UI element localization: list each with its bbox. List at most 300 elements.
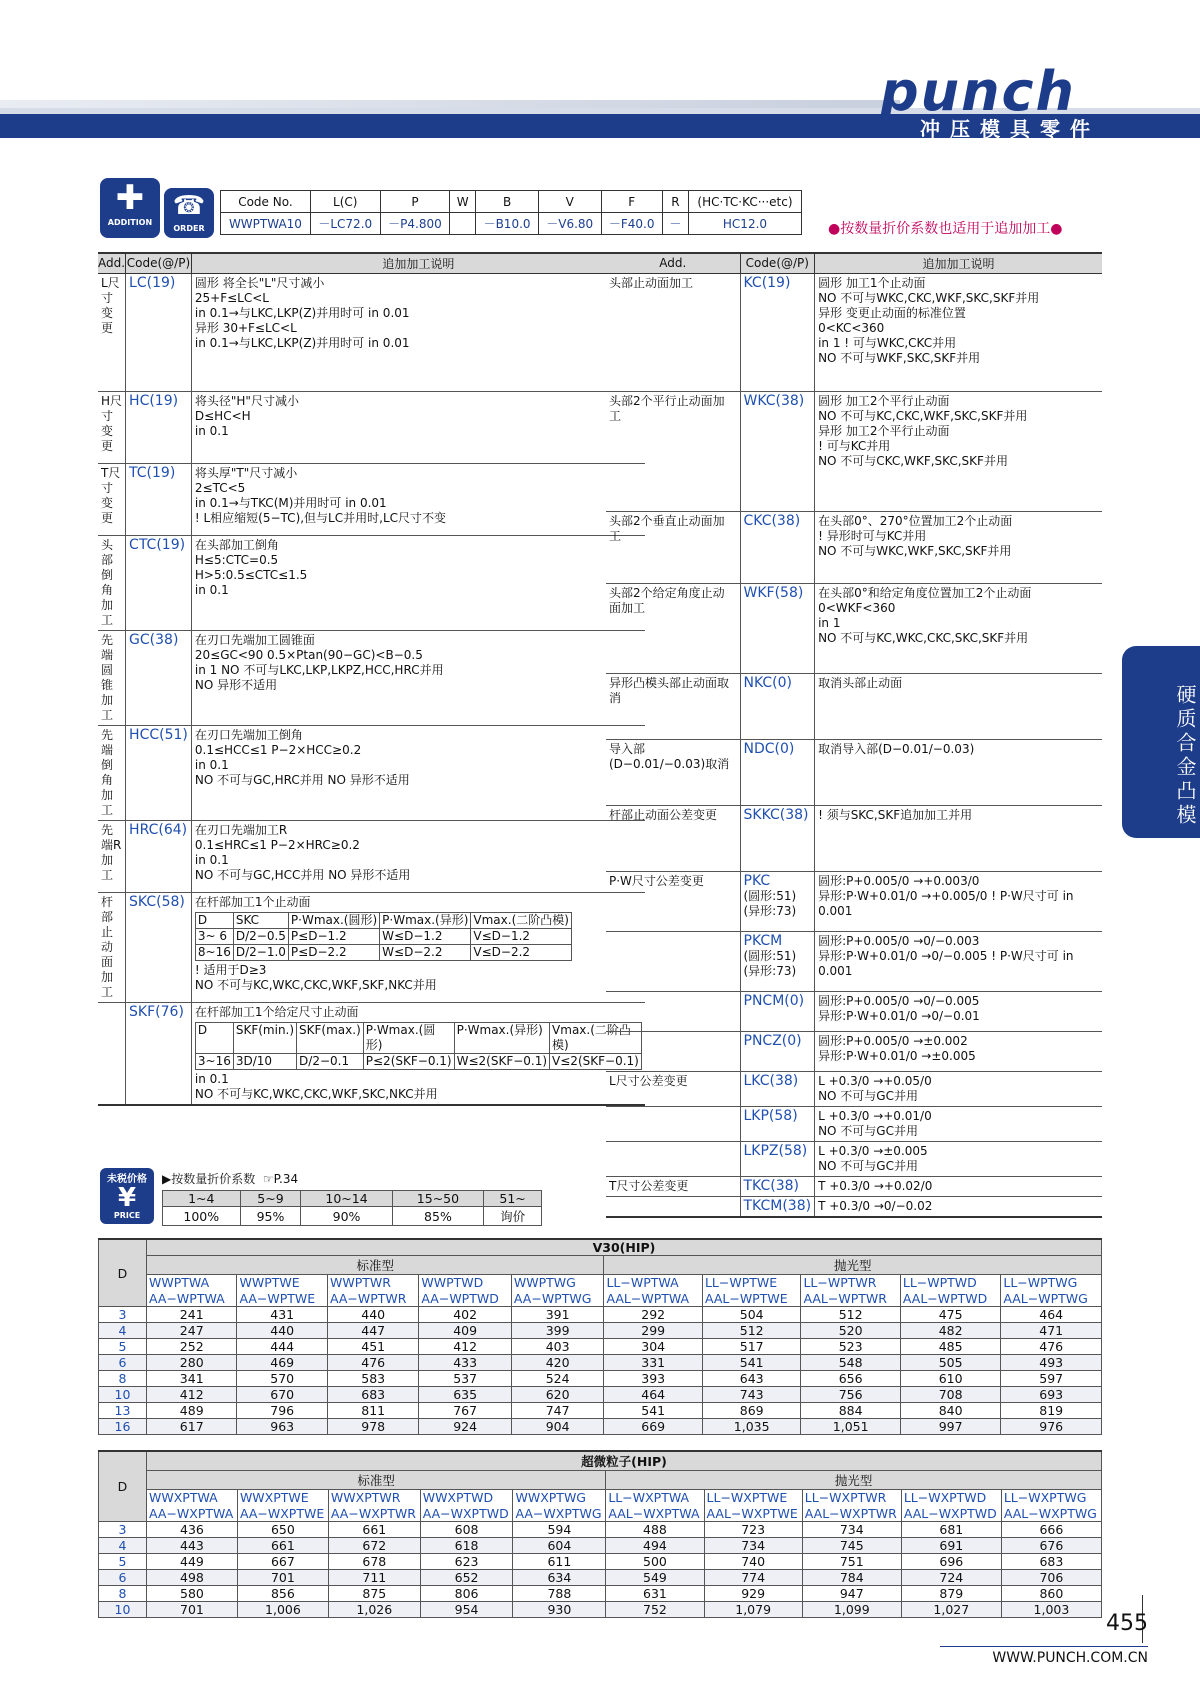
addition-code[interactable]: SKF(76): [126, 1002, 192, 1105]
price-value: 670: [237, 1387, 328, 1403]
price-value: 856: [237, 1586, 328, 1602]
price-value: 796: [237, 1403, 328, 1419]
price-value: 976: [1001, 1419, 1102, 1435]
price-value: 747: [511, 1403, 604, 1419]
product-code[interactable]: LL−WXPTWA: [606, 1490, 704, 1506]
addition-name: 异形凸模头部止动面取消: [606, 673, 740, 739]
addition-code[interactable]: PKC (圆形:51) (异形:73): [740, 871, 815, 931]
mini-head-cell: SKF(max.): [297, 1022, 364, 1053]
price-row: [99, 1323, 1102, 1339]
price-value: 784: [802, 1570, 901, 1586]
addition-code[interactable]: LKC(38): [740, 1071, 815, 1106]
discount-qty: 5~9: [240, 1191, 301, 1207]
code-table: [220, 190, 802, 235]
addition-desc: [191, 630, 644, 725]
addition-code[interactable]: HCC(51): [126, 725, 192, 820]
mini-cell: D/2−0.1: [297, 1053, 364, 1069]
addition-desc: [815, 991, 1102, 1031]
product-code[interactable]: AA−WPTWA: [147, 1291, 237, 1307]
discount-qty: 15~50: [392, 1191, 483, 1207]
desc-line: H≤5:CTC=0.5: [194, 552, 279, 567]
addition-code[interactable]: TC(19): [126, 463, 192, 535]
price-value: 493: [1001, 1355, 1102, 1371]
product-code[interactable]: AAL−WXPTWD: [901, 1506, 1001, 1522]
addition-code[interactable]: WKC(38): [740, 391, 815, 511]
addition-name: 头部2个平行止动面加工: [606, 391, 740, 511]
price-value: 447: [327, 1323, 418, 1339]
desc-line: 在刃口先端加工圆锥面: [194, 632, 315, 647]
desc-line: L +0.3/0 →±0.005: [818, 1143, 928, 1158]
price-value: 634: [513, 1570, 606, 1586]
product-code[interactable]: AA−WPTWR: [327, 1291, 418, 1307]
price-value: 610: [900, 1371, 1000, 1387]
addition-row: [606, 805, 1102, 871]
addition-row: [606, 739, 1102, 805]
addition-row: [98, 630, 645, 725]
desc-line: in 0.1: [194, 1071, 229, 1086]
addition-code[interactable]: GC(38): [126, 630, 192, 725]
product-code[interactable]: LL−WXPTWE: [704, 1490, 802, 1506]
price-value: 751: [802, 1554, 901, 1570]
price-value: 734: [802, 1522, 901, 1538]
product-code[interactable]: AA−WPTWE: [237, 1291, 328, 1307]
page-number: 455: [1106, 1611, 1148, 1636]
mini-head-cell: Vmax.(二阶凸模): [471, 912, 572, 928]
product-code[interactable]: LL−WPTWE: [702, 1275, 801, 1291]
price-table-v30: [98, 1238, 1102, 1435]
addition-name: 头部倒角加工: [98, 535, 126, 630]
d-header: D: [99, 1239, 147, 1307]
product-code[interactable]: AA−WXPTWA: [147, 1506, 238, 1522]
desc-line: 圆形 加工2个平行止动面: [818, 393, 950, 408]
price-value: 691: [901, 1538, 1001, 1554]
desc-line: 异形 加工2个平行止动面: [818, 423, 950, 438]
mini-cell: 3~ 6: [195, 928, 233, 944]
product-code[interactable]: WWPTWA: [147, 1275, 237, 1291]
product-code[interactable]: WWXPTWD: [420, 1490, 513, 1506]
addition-row: [98, 820, 645, 892]
price-value: 475: [900, 1307, 1000, 1323]
desc-line: L +0.3/0 →+0.05/0: [818, 1073, 932, 1088]
addition-desc: [815, 1106, 1102, 1141]
price-title: V30(HIP): [147, 1239, 1102, 1256]
product-code[interactable]: LL−WXPTWD: [901, 1490, 1001, 1506]
price-value: 537: [419, 1371, 512, 1387]
product-code[interactable]: AAL−WXPTWG: [1001, 1506, 1101, 1522]
desc-line: 0<KC<360: [818, 320, 885, 335]
left-addition-table: [98, 252, 645, 1106]
price-value: 1,027: [901, 1602, 1001, 1618]
price-value: 623: [420, 1554, 513, 1570]
mini-head-cell: P·Wmax.(圆形): [288, 912, 379, 928]
mini-cell: W≤D−2.2: [380, 944, 471, 960]
discount-qty: 10~14: [301, 1191, 392, 1207]
addition-row: [98, 273, 645, 391]
product-code[interactable]: AA−WXPTWD: [420, 1506, 513, 1522]
desc-line: ! 异形时可与KC并用: [818, 528, 927, 543]
desc-line: in 0.1→与LKC,LKP(Z)并用时可 in 0.01: [194, 335, 410, 350]
price-row: [99, 1419, 1102, 1435]
price-value: 402: [419, 1307, 512, 1323]
price-value: 476: [327, 1355, 418, 1371]
desc-line: in 1 NO 不可与LKC,LKP,LKPZ,HCC,HRC并用: [194, 662, 444, 677]
mini-cell: 3~16: [195, 1053, 233, 1069]
desc-line: 异形:P·W+0.01/0 →0/−0.01: [818, 1008, 980, 1023]
d-value: 6: [99, 1355, 147, 1371]
price-value: 469: [237, 1355, 328, 1371]
desc-line: 异形:P·W+0.01/0 →+0.005/0 ! P·W尺寸可 in 0.001: [818, 888, 1074, 918]
addition-code[interactable]: LKPZ(58): [740, 1141, 815, 1176]
price-row: [99, 1554, 1102, 1570]
product-code[interactable]: LL−WXPTWG: [1001, 1490, 1101, 1506]
price-value: 391: [511, 1307, 604, 1323]
d-value: 3: [99, 1307, 147, 1323]
addition-code[interactable]: CKC(38): [740, 511, 815, 583]
product-code[interactable]: AA−WPTWD: [419, 1291, 512, 1307]
product-code[interactable]: WWXPTWA: [147, 1490, 238, 1506]
price-value: 451: [327, 1339, 418, 1355]
product-code[interactable]: AAL−WPTWD: [900, 1291, 1000, 1307]
price-value: 520: [801, 1323, 900, 1339]
code-header-cell: V: [538, 191, 601, 213]
desc-line: 0.1≤HRC≤1 P−2×HRC≥0.2: [194, 837, 360, 852]
price-row: [99, 1339, 1102, 1355]
price-value: 706: [1001, 1570, 1101, 1586]
addition-desc: [815, 391, 1102, 511]
code-example-cell: WWPTWA10: [221, 213, 311, 235]
desc-line: ! L相应缩短(5−TC),但与LC并用时,LC尺寸不变: [194, 510, 447, 525]
code-example-cell: －: [662, 213, 688, 235]
price-value: 669: [604, 1419, 702, 1435]
product-code[interactable]: AA−WPTWG: [511, 1291, 604, 1307]
d-value: 6: [99, 1570, 147, 1586]
addition-desc: [191, 725, 644, 820]
desc-line: T +0.3/0 →+0.02/0: [818, 1178, 933, 1193]
code-header-cell: W: [450, 191, 476, 213]
discount-qty: 51~: [484, 1191, 542, 1207]
mini-row: [195, 944, 571, 960]
addition-code[interactable]: LKP(58): [740, 1106, 815, 1141]
code-header-cell: L(C): [310, 191, 380, 213]
product-code[interactable]: AAL−WPTWG: [1001, 1291, 1102, 1307]
price-value: 631: [606, 1586, 704, 1602]
mini-cell: 3D/10: [233, 1053, 296, 1069]
addition-name: T尺寸公差变更: [606, 1176, 740, 1196]
price-value: 745: [802, 1538, 901, 1554]
product-code[interactable]: WWPTWR: [327, 1275, 418, 1291]
price-value: 930: [513, 1602, 606, 1618]
product-code[interactable]: AAL−WPTWE: [702, 1291, 801, 1307]
price-value: 241: [147, 1307, 237, 1323]
code-sub: (圆形:51): [743, 888, 797, 903]
addition-desc: [815, 931, 1102, 991]
price-value: 635: [419, 1387, 512, 1403]
col-add: Add.: [98, 253, 126, 273]
product-code[interactable]: AAL−WXPTWA: [606, 1506, 704, 1522]
product-code[interactable]: WWPTWE: [237, 1275, 328, 1291]
addition-badge: ✚ ADDITION: [100, 178, 160, 238]
price-value: 412: [147, 1387, 237, 1403]
desc-line: 在头部加工倒角: [194, 537, 279, 552]
price-value: 620: [511, 1387, 604, 1403]
addition-desc: [815, 1031, 1102, 1071]
mini-cell: D/2−0.5: [233, 928, 288, 944]
discount-table: [162, 1190, 542, 1226]
col-add: Add.: [606, 253, 740, 273]
price-value: 656: [801, 1371, 900, 1387]
desc-line: ! 适用于D≥3: [194, 962, 267, 977]
desc-line: in 0.1→与LKC,LKP(Z)并用时可 in 0.01: [194, 305, 410, 320]
plus-icon: ✚: [115, 178, 145, 218]
addition-desc: [815, 1071, 1102, 1106]
addition-code[interactable]: TKC(38): [740, 1176, 815, 1196]
addition-desc: [191, 391, 644, 463]
price-value: 701: [147, 1602, 238, 1618]
d-value: 8: [99, 1586, 147, 1602]
desc-line: 异形:P·W+0.01/0 →0/−0.005 ! P·W尺寸可 in 0.001: [818, 948, 1074, 978]
price-value: 1,026: [328, 1602, 420, 1618]
addition-row: [98, 535, 645, 630]
price-value: 652: [420, 1570, 513, 1586]
addition-code[interactable]: PNCM(0): [740, 991, 815, 1031]
desc-line: 圆形:P+0.005/0 →0/−0.003: [818, 933, 980, 948]
code-example-cell: －F40.0: [601, 213, 662, 235]
addition-code[interactable]: LC(19): [126, 273, 192, 391]
price-value: 666: [1001, 1522, 1101, 1538]
phone-icon: ☎: [172, 191, 206, 221]
price-value: 583: [327, 1371, 418, 1387]
price-value: 403: [511, 1339, 604, 1355]
product-code[interactable]: WWXPTWR: [328, 1490, 420, 1506]
desc-line: NO 不可与KC,WKC,CKC,WKF,SKF,NKC并用: [194, 977, 437, 992]
price-value: 676: [1001, 1538, 1101, 1554]
price-value: 409: [419, 1323, 512, 1339]
desc-line: T +0.3/0 →0/−0.02: [818, 1198, 933, 1213]
addition-desc: [815, 273, 1102, 391]
addition-name: [606, 991, 740, 1031]
addition-name: 头部止动面加工: [606, 273, 740, 391]
desc-line: ! 须与SKC,SKF追加加工并用: [818, 807, 973, 822]
addition-name: 杆部止动面加工: [98, 892, 126, 1002]
price-value: 1,079: [704, 1602, 802, 1618]
addition-code[interactable]: HC(19): [126, 391, 192, 463]
product-code[interactable]: LL−WPTWG: [1001, 1275, 1102, 1291]
col-code: Code(@/P): [126, 253, 192, 273]
desc-line: 0<WKF<360: [818, 600, 896, 615]
addition-code[interactable]: HRC(64): [126, 820, 192, 892]
product-code[interactable]: AA−WXPTWR: [328, 1506, 420, 1522]
mini-cell: V≤D−2.2: [471, 944, 572, 960]
price-value: 500: [606, 1554, 704, 1570]
code-example-cell: HC12.0: [688, 213, 801, 235]
price-value: 608: [420, 1522, 513, 1538]
addition-name: 杆部止动面公差变更: [606, 805, 740, 871]
product-code[interactable]: LL−WPTWD: [900, 1275, 1000, 1291]
product-code[interactable]: LL−WXPTWR: [802, 1490, 901, 1506]
product-code[interactable]: AAL−WXPTWR: [802, 1506, 901, 1522]
brand-logo: punch: [880, 60, 1076, 123]
addition-desc: [815, 673, 1102, 739]
price-value: 711: [328, 1570, 420, 1586]
addition-desc: [815, 805, 1102, 871]
price-value: 433: [419, 1355, 512, 1371]
page-ref-link[interactable]: ☞P.34: [262, 1172, 299, 1186]
desc-line: 取消头部止动面: [818, 675, 903, 690]
desc-line: NO 不可与GC,HRC并用 NO 异形不适用: [194, 772, 410, 787]
price-value: 1,099: [802, 1602, 901, 1618]
mini-head: [195, 1022, 641, 1053]
price-value: 683: [1001, 1554, 1101, 1570]
code-header-cell: (HC·TC·KC···etc): [688, 191, 801, 213]
product-code[interactable]: AAL−WPTWR: [801, 1291, 900, 1307]
price-value: 954: [420, 1602, 513, 1618]
addition-code[interactable]: WKF(58): [740, 583, 815, 673]
discount-rate: 90%: [301, 1207, 392, 1226]
group-standard: 标准型: [147, 1471, 606, 1490]
price-value: 436: [147, 1522, 238, 1538]
desc-line: in 0.1: [194, 757, 229, 772]
product-code[interactable]: WWPTWG: [511, 1275, 604, 1291]
addition-code[interactable]: NKC(0): [740, 673, 815, 739]
group-polished: 抛光型: [606, 1471, 1102, 1490]
addition-code[interactable]: PKCM (圆形:51) (异形:73): [740, 931, 815, 991]
addition-desc: [191, 892, 644, 1002]
desc-line: L +0.3/0 →+0.01/0: [818, 1108, 932, 1123]
code-example-cell: －B10.0: [476, 213, 539, 235]
addition-name: [606, 931, 740, 991]
price-value: 431: [237, 1307, 328, 1323]
price-value: 524: [511, 1371, 604, 1387]
price-value: 494: [606, 1538, 704, 1554]
price-value: 440: [237, 1323, 328, 1339]
col-desc: 追加加工说明: [191, 253, 644, 273]
product-code[interactable]: AAL−WXPTWE: [704, 1506, 802, 1522]
d-value: 16: [99, 1419, 147, 1435]
addition-code[interactable]: SKKC(38): [740, 805, 815, 871]
price-value: 541: [702, 1355, 801, 1371]
group-standard: 标准型: [147, 1256, 604, 1275]
product-code[interactable]: WWXPTWG: [513, 1490, 606, 1506]
price-value: 884: [801, 1403, 900, 1419]
d-value: 3: [99, 1522, 147, 1538]
price-value: 399: [511, 1323, 604, 1339]
addition-code[interactable]: TKCM(38): [740, 1196, 815, 1217]
addition-row: [606, 273, 1102, 391]
price-value: 904: [511, 1419, 604, 1435]
addition-desc: [815, 739, 1102, 805]
price-value: 701: [237, 1570, 328, 1586]
addition-row: [98, 1002, 645, 1105]
mini-head-cell: D: [195, 1022, 233, 1053]
price-value: 1,006: [237, 1602, 328, 1618]
addition-code[interactable]: CTC(19): [126, 535, 192, 630]
website-url[interactable]: WWW.PUNCH.COM.CN: [992, 1650, 1148, 1666]
addition-code[interactable]: SKC(58): [126, 892, 192, 1002]
addition-desc: [191, 1002, 644, 1105]
addition-name: [606, 1196, 740, 1217]
product-code[interactable]: LL−WPTWR: [801, 1275, 900, 1291]
code-row-2: [99, 1506, 1102, 1522]
addition-desc: [191, 820, 644, 892]
price-row: [99, 1387, 1102, 1403]
addition-name: L尺寸公差变更: [606, 1071, 740, 1106]
desc-line: in 0.1: [194, 582, 229, 597]
desc-line: NO 不可与KC,WKC,CKC,WKF,SKC,NKC并用: [194, 1086, 438, 1101]
d-value: 5: [99, 1339, 147, 1355]
discount-note: ●按数量折价系数也适用于追加加工●: [828, 221, 1063, 237]
price-value: 541: [604, 1403, 702, 1419]
price-value: 412: [419, 1339, 512, 1355]
col-desc: 追加加工说明: [815, 253, 1102, 273]
addition-row: [98, 892, 645, 1002]
addition-row: [98, 463, 645, 535]
product-code[interactable]: AA−WXPTWG: [513, 1506, 606, 1522]
price-value: 443: [147, 1538, 238, 1554]
code-header-cell: P: [380, 191, 450, 213]
desc-line: 圆形 将全长"L"尺寸减小: [194, 275, 325, 290]
product-code[interactable]: LL−WPTWA: [604, 1275, 702, 1291]
price-value: 774: [704, 1570, 802, 1586]
price-value: 440: [327, 1307, 418, 1323]
mini-head-cell: Vmax.(二阶凸模): [550, 1022, 642, 1053]
mini-table: [195, 1022, 642, 1070]
d-value: 13: [99, 1403, 147, 1419]
price-value: 678: [328, 1554, 420, 1570]
price-value: 840: [900, 1403, 1000, 1419]
addition-row: [606, 1196, 1102, 1217]
price-value: 683: [327, 1387, 418, 1403]
addition-desc: [815, 1176, 1102, 1196]
desc-line: NO 异形不适用: [194, 677, 278, 692]
desc-line: 在头部0°和给定角度位置加工2个止动面: [818, 585, 1032, 600]
price-badge: 未税价格 ¥ PRICE: [100, 1168, 154, 1224]
addition-name: [606, 1141, 740, 1176]
product-code[interactable]: AA−WXPTWE: [237, 1506, 328, 1522]
addition-code[interactable]: PNCZ(0): [740, 1031, 815, 1071]
mini-cell: W≤D−1.2: [380, 928, 471, 944]
d-header: D: [99, 1451, 147, 1522]
product-code[interactable]: WWPTWD: [419, 1275, 512, 1291]
price-title-row: [99, 1451, 1102, 1471]
price-value: 292: [604, 1307, 702, 1323]
price-value: 444: [237, 1339, 328, 1355]
addition-row: [606, 1106, 1102, 1141]
price-value: 548: [801, 1355, 900, 1371]
price-value: 420: [511, 1355, 604, 1371]
price-value: 788: [513, 1586, 606, 1602]
price-value: 767: [419, 1403, 512, 1419]
price-value: 482: [900, 1323, 1000, 1339]
mini-cell: V≤2(SKF−0.1): [550, 1053, 642, 1069]
addition-code[interactable]: KC(19): [740, 273, 815, 391]
desc-line: 将头厚"T"尺寸减小: [194, 465, 298, 480]
addition-code[interactable]: NDC(0): [740, 739, 815, 805]
desc-line: 异形 30+F≤LC<L: [194, 320, 297, 335]
desc-line: D≤HC<H: [194, 408, 251, 423]
category-side-tab[interactable]: 硬质合金凸模: [1122, 646, 1200, 838]
mini-head-cell: SKC: [233, 912, 288, 928]
price-value: 498: [147, 1570, 238, 1586]
code-row-1: [99, 1490, 1102, 1506]
mini-cell: P≤2(SKF−0.1): [363, 1053, 454, 1069]
product-code[interactable]: WWXPTWE: [237, 1490, 328, 1506]
price-value: 875: [328, 1586, 420, 1602]
discount-rate: 95%: [240, 1207, 301, 1226]
price-title: 超微粒子(HIP): [147, 1451, 1102, 1471]
product-code[interactable]: AAL−WPTWA: [604, 1291, 702, 1307]
price-value: 570: [237, 1371, 328, 1387]
addition-desc: [815, 1196, 1102, 1217]
